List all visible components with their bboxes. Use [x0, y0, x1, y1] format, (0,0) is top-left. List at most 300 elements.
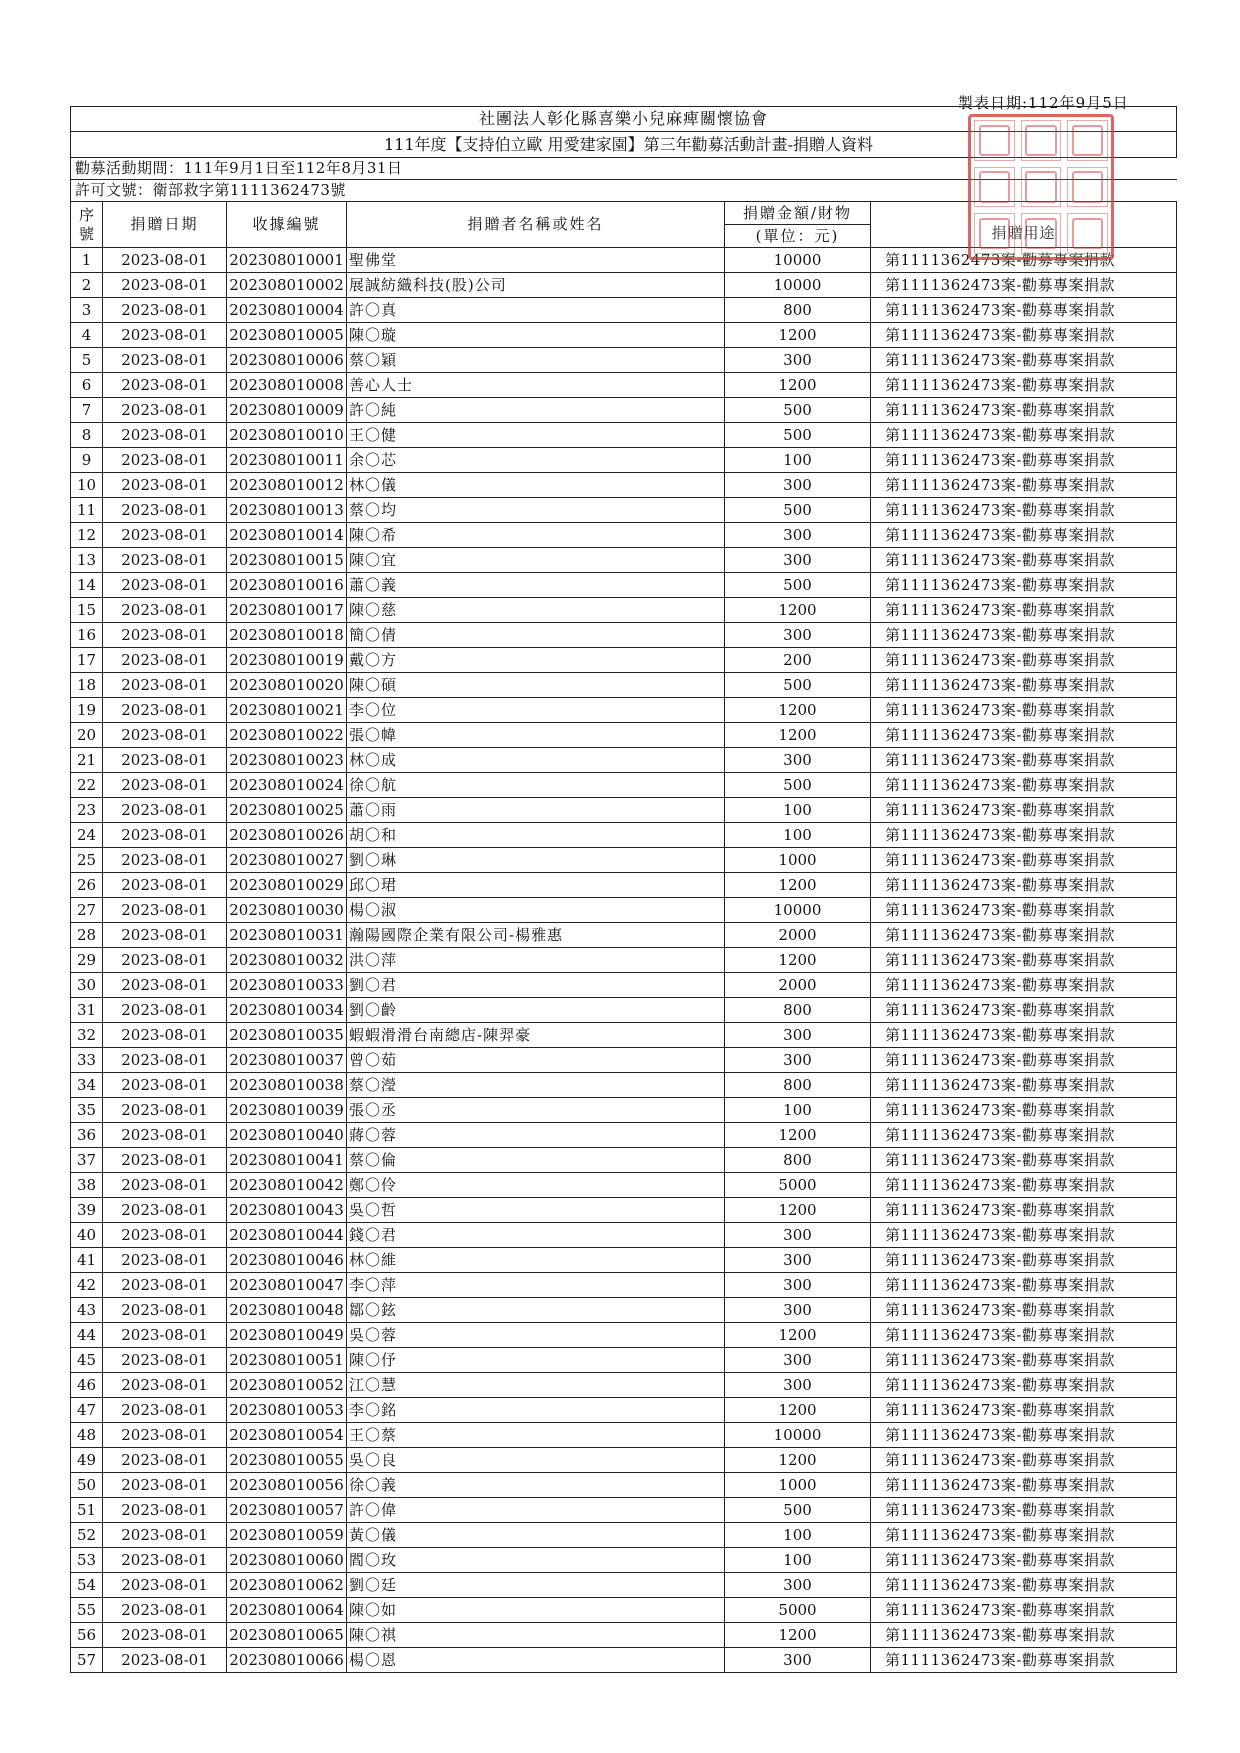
- table-row: [71, 923, 1177, 948]
- row-amount: 100: [725, 1098, 871, 1123]
- row-donor: 楊〇淑: [347, 898, 725, 923]
- row-amount: 300: [725, 623, 871, 648]
- table-row: [71, 348, 1177, 373]
- row-date: 2023-08-01: [103, 1148, 227, 1173]
- row-use: 第1111362473案-勸募專案捐款: [871, 1123, 1177, 1148]
- row-use: 第1111362473案-勸募專案捐款: [871, 998, 1177, 1023]
- row-donor: 蔡〇倫: [347, 1148, 725, 1173]
- row-receipt: 202308010040: [227, 1123, 347, 1148]
- row-use: 第1111362473案-勸募專案捐款: [871, 523, 1177, 548]
- row-seq: 47: [71, 1398, 103, 1423]
- row-seq: 17: [71, 648, 103, 673]
- row-donor: 閻〇玫: [347, 1548, 725, 1573]
- row-seq: 26: [71, 873, 103, 898]
- row-use: 第1111362473案-勸募專案捐款: [871, 1073, 1177, 1098]
- row-use: 第1111362473案-勸募專案捐款: [871, 1173, 1177, 1198]
- row-receipt: 202308010049: [227, 1323, 347, 1348]
- row-seq: 35: [71, 1098, 103, 1123]
- row-date: 2023-08-01: [103, 1623, 227, 1648]
- row-donor: 陳〇宜: [347, 548, 725, 573]
- row-seq: 57: [71, 1648, 103, 1673]
- table-row: [71, 448, 1177, 473]
- row-seq: 51: [71, 1498, 103, 1523]
- row-date: 2023-08-01: [103, 1498, 227, 1523]
- row-seq: 28: [71, 923, 103, 948]
- row-seq: 36: [71, 1123, 103, 1148]
- donor-sheet: [70, 106, 1176, 1673]
- row-amount: 300: [725, 1648, 871, 1673]
- row-date: 2023-08-01: [103, 1373, 227, 1398]
- row-receipt: 202308010008: [227, 373, 347, 398]
- row-receipt: 202308010039: [227, 1098, 347, 1123]
- row-use: 第1111362473案-勸募專案捐款: [871, 923, 1177, 948]
- row-seq: 50: [71, 1473, 103, 1498]
- row-date: 2023-08-01: [103, 673, 227, 698]
- row-donor: 陳〇希: [347, 523, 725, 548]
- row-receipt: 202308010056: [227, 1473, 347, 1498]
- row-donor: 張〇丞: [347, 1098, 725, 1123]
- table-row: [71, 1073, 1177, 1098]
- row-use: 第1111362473案-勸募專案捐款: [871, 898, 1177, 923]
- row-date: 2023-08-01: [103, 1248, 227, 1273]
- row-seq: 45: [71, 1348, 103, 1373]
- row-amount: 800: [725, 998, 871, 1023]
- row-receipt: 202308010037: [227, 1048, 347, 1073]
- row-use: 第1111362473案-勸募專案捐款: [871, 1473, 1177, 1498]
- row-date: 2023-08-01: [103, 448, 227, 473]
- row-donor: 吳〇蓉: [347, 1323, 725, 1348]
- row-amount: 1200: [725, 948, 871, 973]
- row-amount: 2000: [725, 923, 871, 948]
- row-date: 2023-08-01: [103, 473, 227, 498]
- row-use: 第1111362473案-勸募專案捐款: [871, 848, 1177, 873]
- row-amount: 1000: [725, 848, 871, 873]
- table-row: [71, 948, 1177, 973]
- row-receipt: 202308010001: [227, 248, 347, 273]
- row-use: 第1111362473案-勸募專案捐款: [871, 248, 1177, 273]
- row-amount: 300: [725, 1373, 871, 1398]
- row-amount: 100: [725, 798, 871, 823]
- row-donor: 吳〇良: [347, 1448, 725, 1473]
- row-date: 2023-08-01: [103, 273, 227, 298]
- row-receipt: 202308010053: [227, 1398, 347, 1423]
- row-donor: 林〇儀: [347, 473, 725, 498]
- row-seq: 44: [71, 1323, 103, 1348]
- row-receipt: 202308010026: [227, 823, 347, 848]
- row-use: 第1111362473案-勸募專案捐款: [871, 323, 1177, 348]
- table-row: [71, 1623, 1177, 1648]
- row-use: 第1111362473案-勸募專案捐款: [871, 1198, 1177, 1223]
- row-amount: 300: [725, 473, 871, 498]
- row-seq: 7: [71, 398, 103, 423]
- table-row: [71, 1448, 1177, 1473]
- row-date: 2023-08-01: [103, 1573, 227, 1598]
- row-seq: 33: [71, 1048, 103, 1073]
- row-date: 2023-08-01: [103, 1648, 227, 1673]
- row-date: 2023-08-01: [103, 1273, 227, 1298]
- row-seq: 5: [71, 348, 103, 373]
- table-row: [71, 473, 1177, 498]
- row-seq: 15: [71, 598, 103, 623]
- row-use: 第1111362473案-勸募專案捐款: [871, 748, 1177, 773]
- row-donor: 劉〇君: [347, 973, 725, 998]
- row-date: 2023-08-01: [103, 1398, 227, 1423]
- row-use: 第1111362473案-勸募專案捐款: [871, 1523, 1177, 1548]
- row-use: 第1111362473案-勸募專案捐款: [871, 1048, 1177, 1073]
- row-donor: 徐〇航: [347, 773, 725, 798]
- row-amount: 1200: [725, 873, 871, 898]
- row-donor: 黃〇儀: [347, 1523, 725, 1548]
- row-donor: 蕭〇義: [347, 573, 725, 598]
- row-date: 2023-08-01: [103, 698, 227, 723]
- made-date: 製表日期:112年9月5日: [958, 94, 1129, 112]
- row-receipt: 202308010047: [227, 1273, 347, 1298]
- row-use: 第1111362473案-勸募專案捐款: [871, 698, 1177, 723]
- row-date: 2023-08-01: [103, 1473, 227, 1498]
- table-row: [71, 298, 1177, 323]
- row-amount: 300: [725, 1023, 871, 1048]
- row-donor: 戴〇方: [347, 648, 725, 673]
- row-seq: 52: [71, 1523, 103, 1548]
- row-use: 第1111362473案-勸募專案捐款: [871, 1498, 1177, 1523]
- table-row: [71, 1323, 1177, 1348]
- table-row: [71, 848, 1177, 873]
- row-use: 第1111362473案-勸募專案捐款: [871, 1248, 1177, 1273]
- row-seq: 32: [71, 1023, 103, 1048]
- row-amount: 500: [725, 423, 871, 448]
- row-date: 2023-08-01: [103, 1598, 227, 1623]
- row-receipt: 202308010052: [227, 1373, 347, 1398]
- row-donor: 展誠紡織科技(股)公司: [347, 273, 725, 298]
- table-row: [71, 523, 1177, 548]
- row-donor: 簡〇倩: [347, 623, 725, 648]
- row-donor: 洪〇萍: [347, 948, 725, 973]
- row-receipt: 202308010024: [227, 773, 347, 798]
- row-use: 第1111362473案-勸募專案捐款: [871, 773, 1177, 798]
- row-donor: 曾〇茹: [347, 1048, 725, 1073]
- row-seq: 10: [71, 473, 103, 498]
- row-receipt: 202308010066: [227, 1648, 347, 1673]
- row-use: 第1111362473案-勸募專案捐款: [871, 298, 1177, 323]
- row-seq: 8: [71, 423, 103, 448]
- row-date: 2023-08-01: [103, 1073, 227, 1098]
- row-donor: 蔡〇均: [347, 498, 725, 523]
- row-donor: 劉〇琳: [347, 848, 725, 873]
- row-amount: 300: [725, 1048, 871, 1073]
- row-date: 2023-08-01: [103, 798, 227, 823]
- row-amount: 10000: [725, 898, 871, 923]
- row-donor: 蔡〇穎: [347, 348, 725, 373]
- row-date: 2023-08-01: [103, 1098, 227, 1123]
- row-seq: 11: [71, 498, 103, 523]
- row-receipt: 202308010014: [227, 523, 347, 548]
- table-row: [71, 823, 1177, 848]
- row-date: 2023-08-01: [103, 923, 227, 948]
- row-donor: 李〇萍: [347, 1273, 725, 1298]
- row-use: 第1111362473案-勸募專案捐款: [871, 823, 1177, 848]
- row-amount: 300: [725, 348, 871, 373]
- row-amount: 300: [725, 548, 871, 573]
- header-seq: [71, 202, 103, 248]
- row-receipt: 202308010048: [227, 1298, 347, 1323]
- table-row: [71, 1348, 1177, 1373]
- row-donor: 李〇位: [347, 698, 725, 723]
- table-row: [71, 1573, 1177, 1598]
- table-row: [71, 1273, 1177, 1298]
- row-amount: 1200: [725, 1323, 871, 1348]
- row-date: 2023-08-01: [103, 948, 227, 973]
- row-amount: 5000: [725, 1173, 871, 1198]
- row-amount: 1000: [725, 1473, 871, 1498]
- row-donor: 劉〇廷: [347, 1573, 725, 1598]
- row-amount: 10000: [725, 1423, 871, 1448]
- row-donor: 陳〇如: [347, 1598, 725, 1623]
- row-date: 2023-08-01: [103, 773, 227, 798]
- table-row: [71, 398, 1177, 423]
- row-receipt: 202308010012: [227, 473, 347, 498]
- header-seq-top: 序: [78, 205, 94, 224]
- row-use: 第1111362473案-勸募專案捐款: [871, 873, 1177, 898]
- row-amount: 500: [725, 573, 871, 598]
- row-use: 第1111362473案-勸募專案捐款: [871, 1423, 1177, 1448]
- row-seq: 16: [71, 623, 103, 648]
- table-row: [71, 423, 1177, 448]
- row-use: 第1111362473案-勸募專案捐款: [871, 1098, 1177, 1123]
- row-amount: 300: [725, 1223, 871, 1248]
- row-receipt: 202308010011: [227, 448, 347, 473]
- row-amount: 100: [725, 1548, 871, 1573]
- row-use: 第1111362473案-勸募專案捐款: [871, 1148, 1177, 1173]
- header-donor: 捐贈者名稱或姓名: [347, 202, 725, 248]
- row-amount: 800: [725, 1073, 871, 1098]
- row-seq: 41: [71, 1248, 103, 1273]
- row-donor: 陳〇伃: [347, 1348, 725, 1373]
- row-donor: 林〇維: [347, 1248, 725, 1273]
- row-donor: 陳〇慈: [347, 598, 725, 623]
- row-use: 第1111362473案-勸募專案捐款: [871, 648, 1177, 673]
- row-donor: 陳〇碩: [347, 673, 725, 698]
- row-date: 2023-08-01: [103, 1298, 227, 1323]
- row-receipt: 202308010015: [227, 548, 347, 573]
- table-row: [71, 673, 1177, 698]
- row-receipt: 202308010023: [227, 748, 347, 773]
- row-seq: 40: [71, 1223, 103, 1248]
- row-use: 第1111362473案-勸募專案捐款: [871, 498, 1177, 523]
- row-receipt: 202308010043: [227, 1198, 347, 1223]
- row-use: 第1111362473案-勸募專案捐款: [871, 948, 1177, 973]
- row-amount: 1200: [725, 373, 871, 398]
- table-row: [71, 1548, 1177, 1573]
- table-row: [71, 1023, 1177, 1048]
- table-row: [71, 623, 1177, 648]
- campaign-period: 勸募活動期間：111年9月1日至112年8月31日: [71, 158, 725, 180]
- row-receipt: 202308010060: [227, 1548, 347, 1573]
- row-receipt: 202308010009: [227, 398, 347, 423]
- row-seq: 22: [71, 773, 103, 798]
- table-row: [71, 323, 1177, 348]
- row-date: 2023-08-01: [103, 248, 227, 273]
- row-receipt: 202308010042: [227, 1173, 347, 1198]
- table-row: [71, 373, 1177, 398]
- row-receipt: 202308010033: [227, 973, 347, 998]
- row-seq: 1: [71, 248, 103, 273]
- row-receipt: 202308010041: [227, 1148, 347, 1173]
- table-row: [71, 598, 1177, 623]
- row-date: 2023-08-01: [103, 598, 227, 623]
- row-receipt: 202308010020: [227, 673, 347, 698]
- row-receipt: 202308010027: [227, 848, 347, 873]
- row-seq: 19: [71, 698, 103, 723]
- org-name: 社團法人彰化縣喜樂小兒麻痺關懷協會: [71, 107, 1177, 132]
- row-use: 第1111362473案-勸募專案捐款: [871, 1373, 1177, 1398]
- row-seq: 43: [71, 1298, 103, 1323]
- row-date: 2023-08-01: [103, 373, 227, 398]
- row-receipt: 202308010032: [227, 948, 347, 973]
- row-use: 第1111362473案-勸募專案捐款: [871, 1598, 1177, 1623]
- row-use: 第1111362473案-勸募專案捐款: [871, 1023, 1177, 1048]
- table-row: [71, 573, 1177, 598]
- row-amount: 1200: [725, 1398, 871, 1423]
- row-amount: 1200: [725, 323, 871, 348]
- row-amount: 10000: [725, 248, 871, 273]
- header-amount: 捐贈金額/財物: [725, 202, 871, 225]
- row-amount: 300: [725, 1298, 871, 1323]
- row-receipt: 202308010065: [227, 1623, 347, 1648]
- row-date: 2023-08-01: [103, 398, 227, 423]
- row-seq: 49: [71, 1448, 103, 1473]
- row-use: 第1111362473案-勸募專案捐款: [871, 1273, 1177, 1298]
- table-row: [71, 273, 1177, 298]
- row-seq: 2: [71, 273, 103, 298]
- row-receipt: 202308010054: [227, 1423, 347, 1448]
- row-use: 第1111362473案-勸募專案捐款: [871, 473, 1177, 498]
- row-seq: 38: [71, 1173, 103, 1198]
- row-seq: 6: [71, 373, 103, 398]
- row-donor: 江〇慧: [347, 1373, 725, 1398]
- row-seq: 39: [71, 1198, 103, 1223]
- row-seq: 54: [71, 1573, 103, 1598]
- table-row: [71, 1098, 1177, 1123]
- row-receipt: 202308010019: [227, 648, 347, 673]
- table-row: [71, 773, 1177, 798]
- table-row: [71, 898, 1177, 923]
- table-row: [71, 998, 1177, 1023]
- row-use: 第1111362473案-勸募專案捐款: [871, 448, 1177, 473]
- row-amount: 5000: [725, 1598, 871, 1623]
- row-amount: 300: [725, 1273, 871, 1298]
- row-receipt: 202308010016: [227, 573, 347, 598]
- row-seq: 21: [71, 748, 103, 773]
- row-use: 第1111362473案-勸募專案捐款: [871, 1398, 1177, 1423]
- row-amount: 500: [725, 398, 871, 423]
- row-receipt: 202308010018: [227, 623, 347, 648]
- table-row: [71, 548, 1177, 573]
- table-row: [71, 248, 1177, 273]
- table-row: [71, 1198, 1177, 1223]
- row-date: 2023-08-01: [103, 723, 227, 748]
- row-donor: 王〇蔡: [347, 1423, 725, 1448]
- row-seq: 18: [71, 673, 103, 698]
- row-date: 2023-08-01: [103, 748, 227, 773]
- permit-number: 許可文號：衛部救字第1111362473號: [71, 180, 725, 202]
- table-row: [71, 1598, 1177, 1623]
- row-amount: 1200: [725, 1198, 871, 1223]
- table-row: [71, 698, 1177, 723]
- header-receipt: 收據編號: [227, 202, 347, 248]
- row-receipt: 202308010021: [227, 698, 347, 723]
- header-seq-bottom: 號: [78, 224, 94, 243]
- table-row: [71, 1123, 1177, 1148]
- row-receipt: 202308010046: [227, 1248, 347, 1273]
- row-date: 2023-08-01: [103, 1348, 227, 1373]
- row-date: 2023-08-01: [103, 823, 227, 848]
- row-date: 2023-08-01: [103, 1423, 227, 1448]
- row-seq: 23: [71, 798, 103, 823]
- row-donor: 陳〇璇: [347, 323, 725, 348]
- row-use: 第1111362473案-勸募專案捐款: [871, 1573, 1177, 1598]
- row-donor: 善心人士: [347, 373, 725, 398]
- row-date: 2023-08-01: [103, 1523, 227, 1548]
- row-donor: 林〇成: [347, 748, 725, 773]
- row-receipt: 202308010064: [227, 1598, 347, 1623]
- row-donor: 余〇芯: [347, 448, 725, 473]
- row-receipt: 202308010057: [227, 1498, 347, 1523]
- row-date: 2023-08-01: [103, 623, 227, 648]
- header-use: 捐贈用途: [871, 202, 1177, 248]
- row-date: 2023-08-01: [103, 1448, 227, 1473]
- row-use: 第1111362473案-勸募專案捐款: [871, 423, 1177, 448]
- row-seq: 31: [71, 998, 103, 1023]
- row-amount: 100: [725, 1523, 871, 1548]
- row-use: 第1111362473案-勸募專案捐款: [871, 723, 1177, 748]
- row-amount: 500: [725, 773, 871, 798]
- row-donor: 吳〇哲: [347, 1198, 725, 1223]
- row-receipt: 202308010029: [227, 873, 347, 898]
- row-seq: 46: [71, 1373, 103, 1398]
- row-amount: 1200: [725, 1448, 871, 1473]
- table-row: [71, 1648, 1177, 1673]
- row-seq: 48: [71, 1423, 103, 1448]
- table-row: [71, 1048, 1177, 1073]
- row-date: 2023-08-01: [103, 1548, 227, 1573]
- row-date: 2023-08-01: [103, 298, 227, 323]
- row-amount: 300: [725, 1573, 871, 1598]
- table-row: [71, 1298, 1177, 1323]
- row-amount: 1200: [725, 723, 871, 748]
- row-donor: 胡〇和: [347, 823, 725, 848]
- row-receipt: 202308010002: [227, 273, 347, 298]
- table-row: [71, 1398, 1177, 1423]
- row-use: 第1111362473案-勸募專案捐款: [871, 623, 1177, 648]
- row-amount: 100: [725, 448, 871, 473]
- row-seq: 25: [71, 848, 103, 873]
- row-amount: 300: [725, 1348, 871, 1373]
- row-date: 2023-08-01: [103, 848, 227, 873]
- table-row: [71, 1498, 1177, 1523]
- row-donor: 許〇純: [347, 398, 725, 423]
- row-donor: 蝦蝦滑滑台南總店-陳羿豪: [347, 1023, 725, 1048]
- row-seq: 3: [71, 298, 103, 323]
- row-seq: 34: [71, 1073, 103, 1098]
- row-donor: 邱〇珺: [347, 873, 725, 898]
- row-amount: 800: [725, 1148, 871, 1173]
- row-use: 第1111362473案-勸募專案捐款: [871, 1348, 1177, 1373]
- row-donor: 許〇真: [347, 298, 725, 323]
- row-receipt: 202308010006: [227, 348, 347, 373]
- row-date: 2023-08-01: [103, 1223, 227, 1248]
- row-donor: 陳〇祺: [347, 1623, 725, 1648]
- row-amount: 300: [725, 523, 871, 548]
